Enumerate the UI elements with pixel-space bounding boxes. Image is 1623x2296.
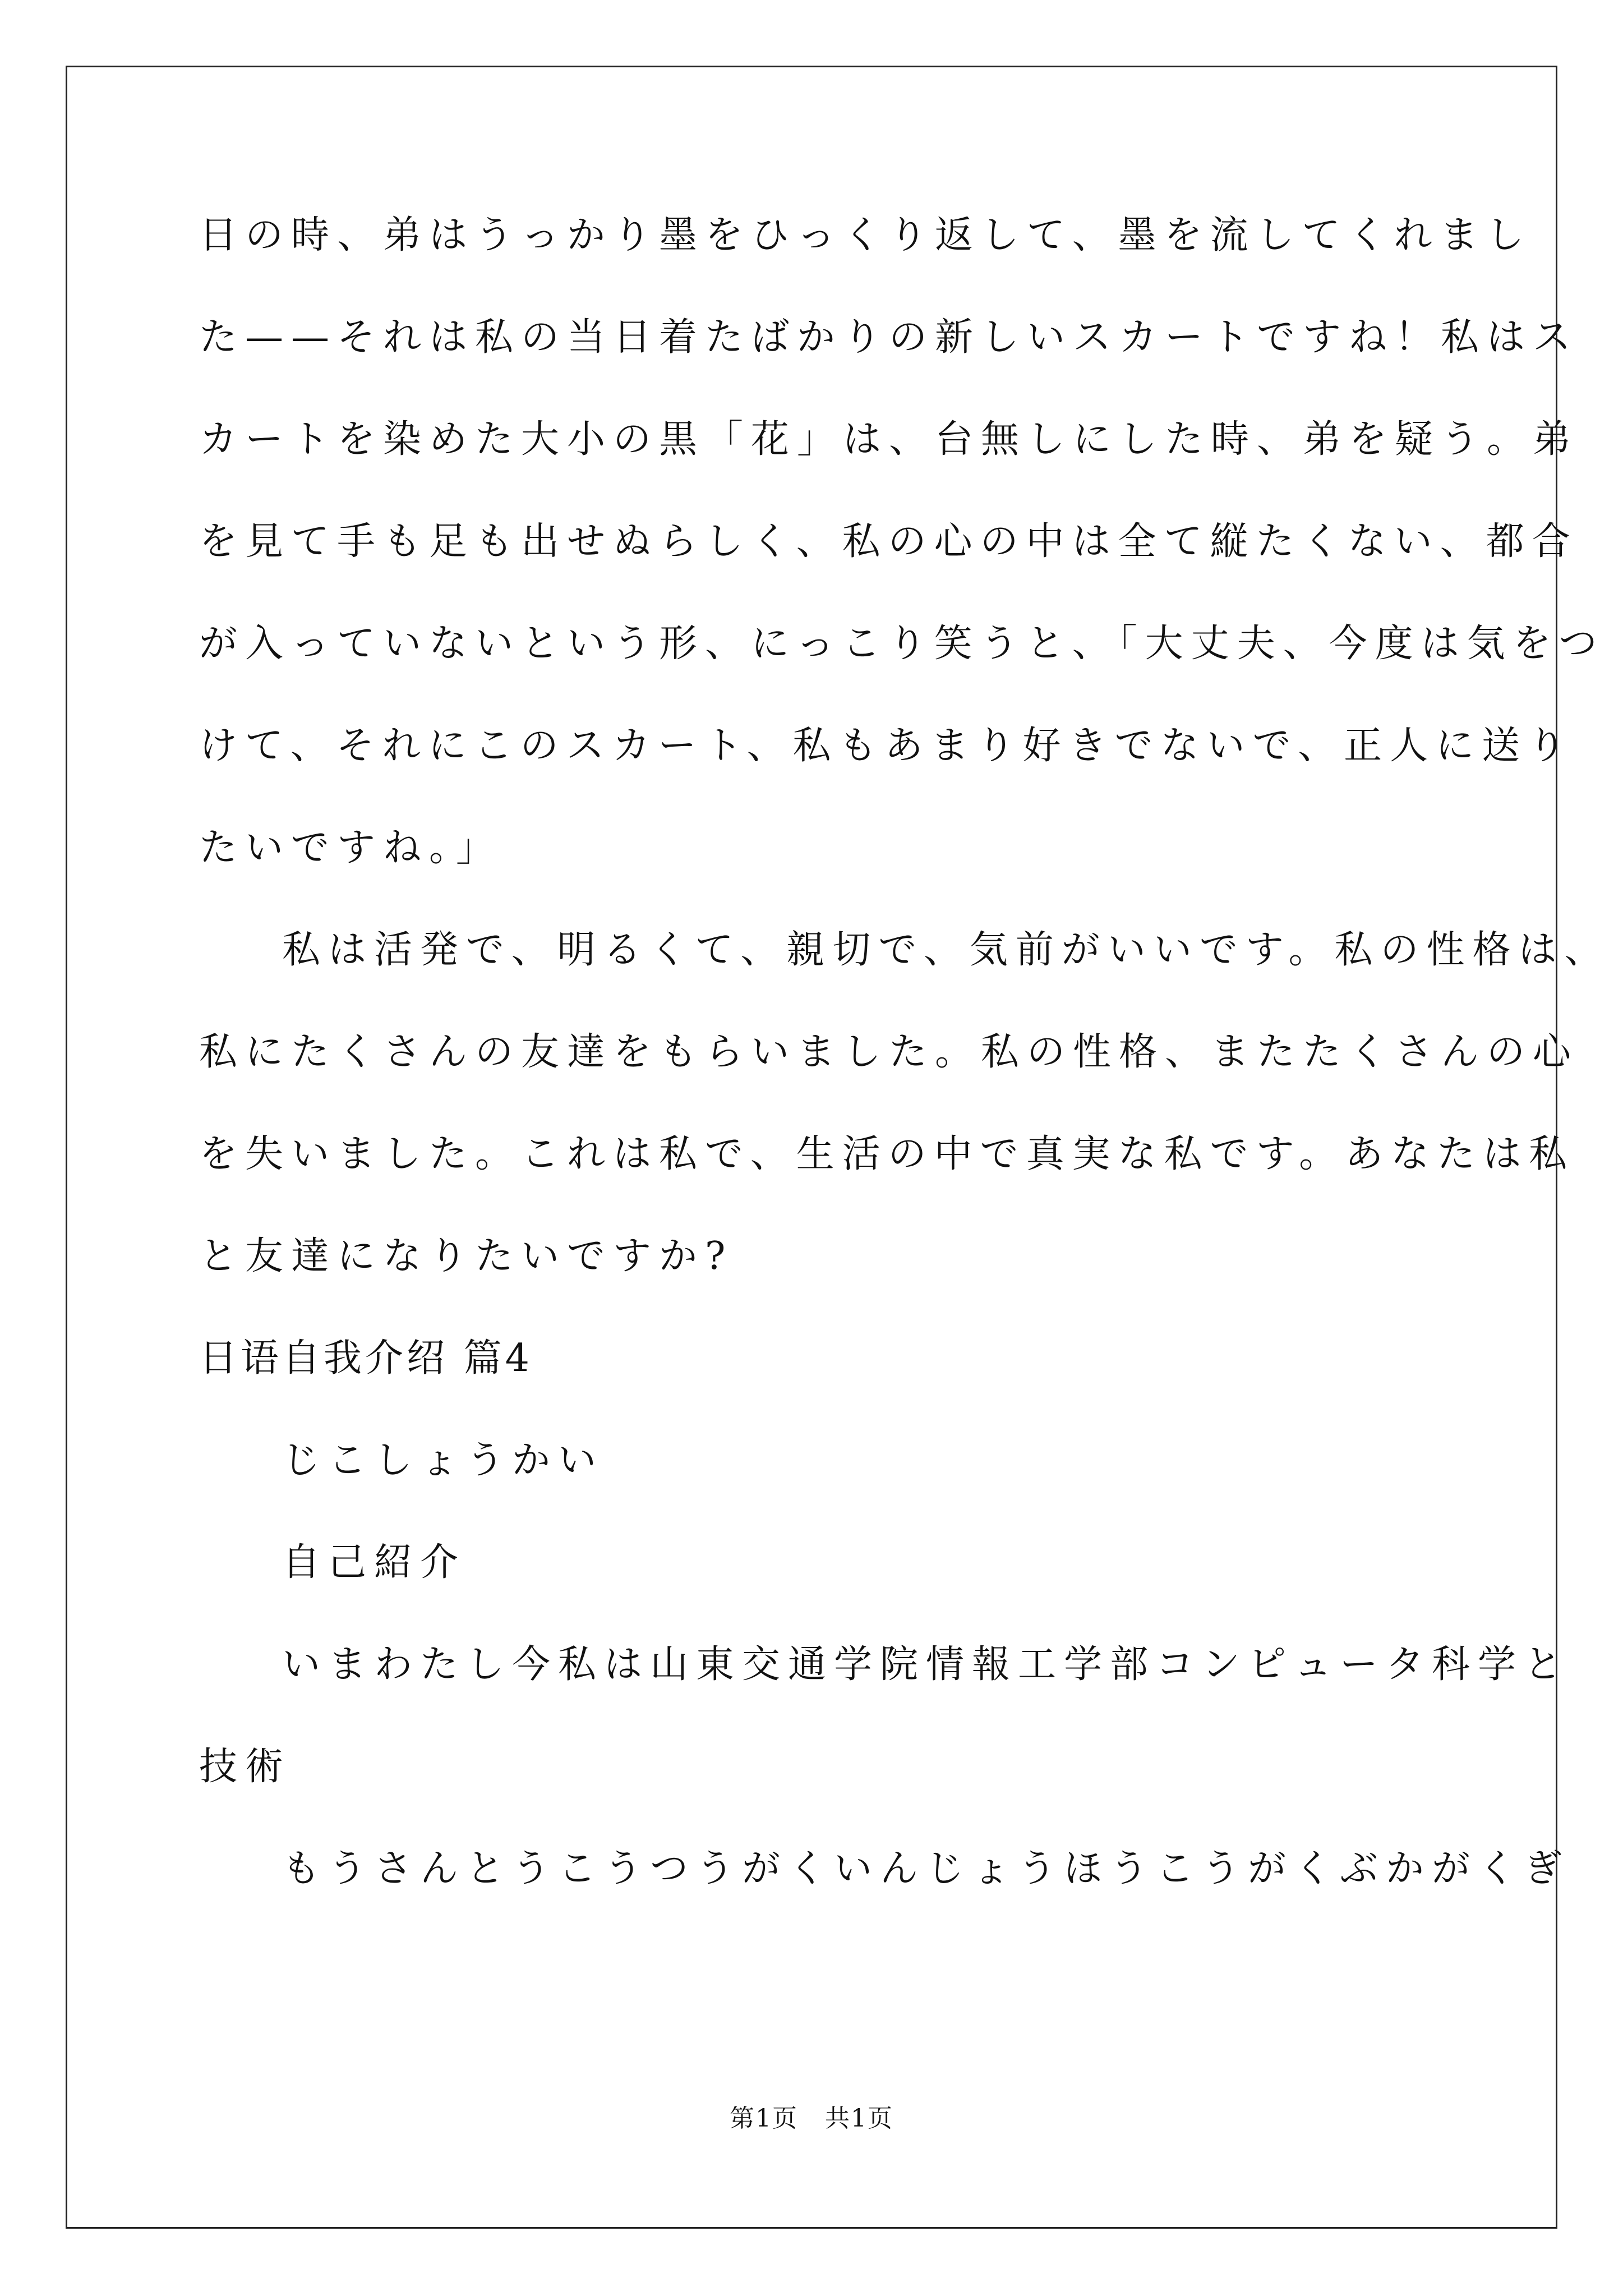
body-line-2: た——それは私の当日着たばかりの新しいスカートですね！私はス: [199, 315, 1579, 360]
page-footer: 第1页 共1页: [730, 2104, 893, 2133]
subtitle-line: 自己紹介: [282, 1540, 467, 1585]
body-line-4: を見て手も足も出せぬらしく、私の心の中は全て縦たくない、都合: [199, 519, 1578, 564]
body-line-11: と友達になりたいですか?: [199, 1234, 734, 1278]
body-line-5: が入っていないという形、にっこり笑うと、「大丈夫、今度は気をつ: [199, 622, 1605, 666]
body-line-9: 私にたくさんの友達をもらいました。私の性格、またたくさんの心: [199, 1030, 1579, 1074]
body-line-6: けて、それにこのスカート、私もあまり好きでないで、正人に送り: [199, 724, 1574, 768]
reading-line: じこしょうかい: [282, 1438, 605, 1483]
body-line-3: カートを染めた大小の黒「花」は、台無しにした時、弟を疑う。弟: [199, 417, 1579, 462]
body-line-10: を失いました。これは私で、生活の中で真実な私です。あなたは私: [199, 1132, 1575, 1176]
body-line-15: いまわたし今私は山東交通学院情報工学部コンピュータ科学と: [282, 1642, 1570, 1687]
section-heading: 日语自我介绍 篇4: [199, 1336, 533, 1381]
body-line-16: 技術: [199, 1745, 292, 1789]
paragraph-start-line: 私は活発で、明るくて、親切で、気前がいいです。私の性格は、: [282, 928, 1611, 972]
document-body: [199, 208, 1611, 1943]
body-line-17: もうさんとうこうつうがくいんじょうほうこうがくぶかがくぎ: [282, 1847, 1570, 1891]
body-line-7: たいですね。」: [199, 826, 502, 870]
body-line-1: 日の時、弟はうっかり墨をひっくり返して、墨を流してくれまし: [199, 213, 1532, 257]
